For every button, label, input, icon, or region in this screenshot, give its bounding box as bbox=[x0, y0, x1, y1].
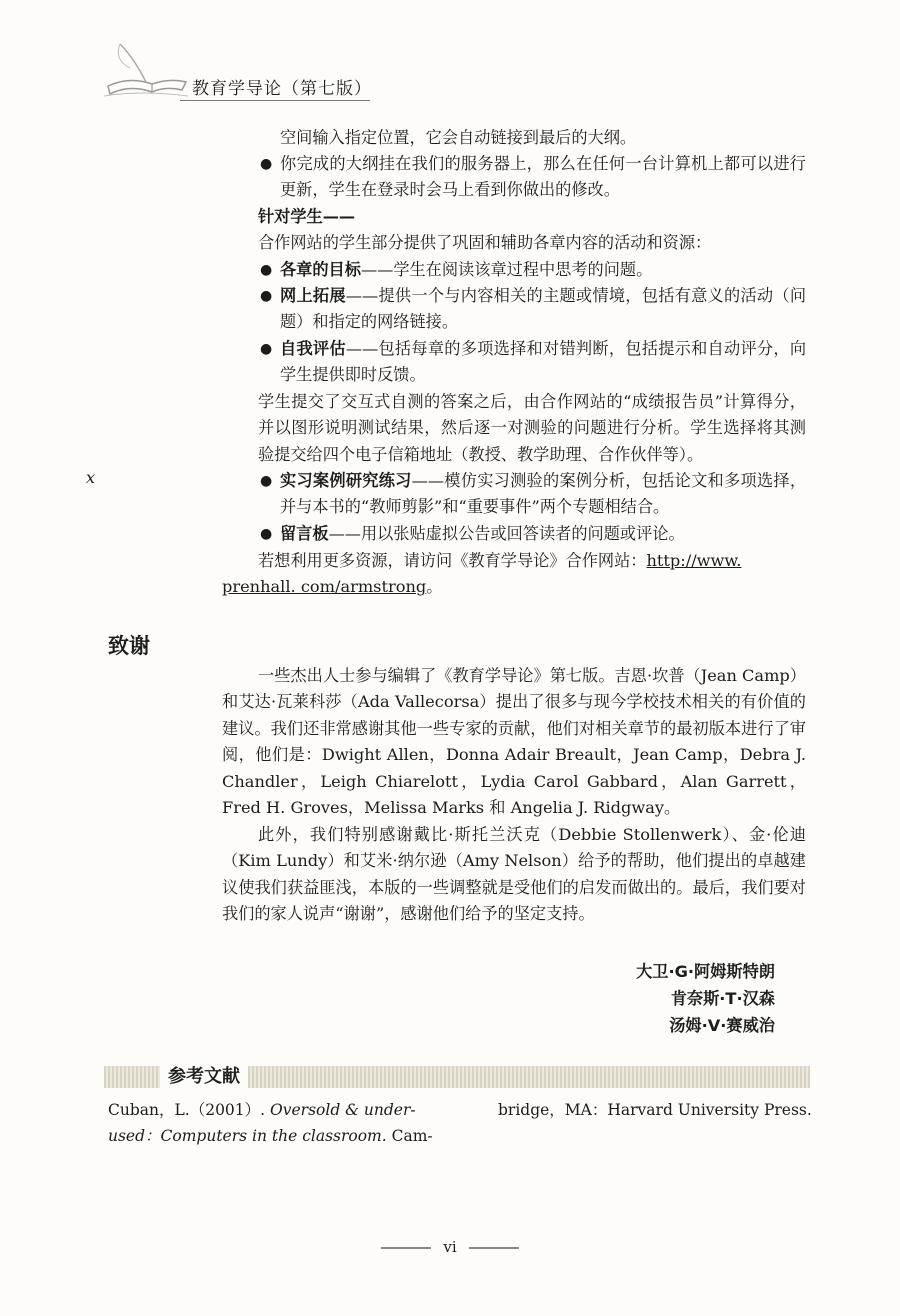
list-item bbox=[258, 151, 806, 204]
page-footer bbox=[0, 1238, 900, 1256]
paragraph-submit: 学生提交了交互式自测的答案之后，由合作网站的“成绩报告员”计算得分，并以图形说明测试结果，然后逐一对测验的问题进行分析。学生选择将其测验提交给四个电子信箱地址（教授、教学助理、合作伙伴等）。 bbox=[258, 392, 806, 464]
continued-line: 空间输入指定位置，它会自动链接到最后的大纲。 bbox=[280, 128, 637, 147]
bullet-dot: ● bbox=[260, 526, 273, 542]
header-rule bbox=[180, 100, 370, 101]
bullet-dot: ● bbox=[260, 341, 273, 357]
list-item-text: 你完成的大纲挂在我们的服务器上，那么在任何一台计算机上都可以进行更新，学生在登录时会马上看到你做出的修改。 bbox=[280, 154, 806, 200]
book-quill-logo-icon bbox=[100, 38, 190, 100]
references-heading: 参考文献 bbox=[160, 1066, 248, 1088]
bullet-text: ——学生在阅读该章过程中思考的问题。 bbox=[360, 260, 653, 279]
students-heading: 针对学生—— bbox=[258, 207, 356, 226]
reference-entry bbox=[108, 1097, 438, 1149]
bullet-label: 网上拓展 bbox=[280, 286, 346, 305]
reference-hyphen: Cam- bbox=[391, 1127, 433, 1145]
bullet-text: ——包括每章的多项选择和对错判断，包括提示和自动评分，向学生提供即时反馈。 bbox=[280, 339, 807, 385]
reference-title: Oversold & under-used：Computers in the classroom. bbox=[108, 1101, 416, 1145]
list-item bbox=[258, 468, 806, 521]
page-number: vi bbox=[443, 1238, 457, 1256]
reference-author: Cuban，L.（2001）. bbox=[108, 1101, 266, 1119]
website-link-cont[interactable]: prenhall. com/armstrong bbox=[222, 577, 427, 597]
footer-ornament bbox=[381, 1247, 431, 1249]
list-item bbox=[258, 283, 806, 336]
ack-paragraph: 此外，我们特别感谢戴比·斯托兰沃克（Debbie Stollenwerk）、金·伦迪（Kim Lundy）和艾米·纳尔逊（Amy Nelson）给予的帮助，他们提出的卓越建议使我们获益匪浅，本版的一些调整就是受他们的启发而做出的。最后，我们要对我们的家人说声“谢谢”，感谢他们给予的坚定支持。 bbox=[222, 825, 806, 924]
section-title: 致谢 bbox=[108, 634, 150, 658]
ack-paragraph: 一些杰出人士参与编辑了《教育学导论》第七版。吉恩·坎普（Jean Camp）和艾达·瓦莱科莎（Ada Vallecorsa）提出了很多与现今学校技术相关的有价值的建议。我们还非常感谢其他一些专家的贡献，他们对相关章节的最初版本进行了审阅，他们是：Dwight Allen，Donna Adair Breault，Jean Camp，Debra J. Chandler，Leigh Chiarelott，Lydia Carol Gabbard，Alan Garrett，Fred H. Groves，Melissa Marks 和 Angelia J. Ridgway。 bbox=[222, 666, 806, 818]
paragraph-more-resources bbox=[222, 548, 806, 601]
more-resources-text: 若想利用更多资源，请访问《教育学导论》合作网站： bbox=[258, 551, 647, 570]
students-intro: 合作网站的学生部分提供了巩固和辅助各章内容的活动和资源： bbox=[258, 233, 712, 252]
list-item bbox=[258, 521, 806, 547]
bullet-text: ——用以张贴虚拟公告或回答读者的问题或评论。 bbox=[328, 524, 685, 543]
running-header-title: 教育学导论（第七版） bbox=[192, 79, 372, 99]
author-signature: 汤姆·V·赛威治 bbox=[669, 1016, 775, 1035]
margin-mark: x bbox=[86, 468, 96, 487]
bullet-label: 各章的目标 bbox=[280, 260, 361, 279]
bullet-dot: ● bbox=[260, 288, 273, 304]
bullet-text: ——提供一个与内容相关的主题或情境，包括有意义的活动（问题）和指定的网络链接。 bbox=[280, 286, 807, 332]
bullet-dot: ● bbox=[260, 262, 273, 278]
website-link[interactable]: http://www. bbox=[646, 551, 742, 570]
bullet-label: 自我评估 bbox=[280, 339, 346, 358]
bullet-label: 实习案例研究练习 bbox=[280, 471, 412, 490]
bullet-label: 留言板 bbox=[280, 524, 329, 543]
author-signature: 肯奈斯·T·汉森 bbox=[670, 989, 775, 1008]
bullet-dot: ● bbox=[260, 473, 273, 489]
author-signature: 大卫·G·阿姆斯特朗 bbox=[636, 962, 775, 981]
reference-entry-cont: bridge，MA：Harvard University Press. bbox=[498, 1101, 812, 1119]
punctuation: 。 bbox=[426, 577, 443, 597]
bullet-dot: ● bbox=[260, 156, 273, 172]
list-item bbox=[258, 336, 806, 389]
bullet-text: ——模仿实习测验的案例分析，包括论文和多项选择，并与本书的“教师剪影”和“重要事件”两个专题相结合。 bbox=[280, 471, 807, 517]
list-item bbox=[258, 257, 806, 283]
footer-ornament bbox=[469, 1247, 519, 1249]
